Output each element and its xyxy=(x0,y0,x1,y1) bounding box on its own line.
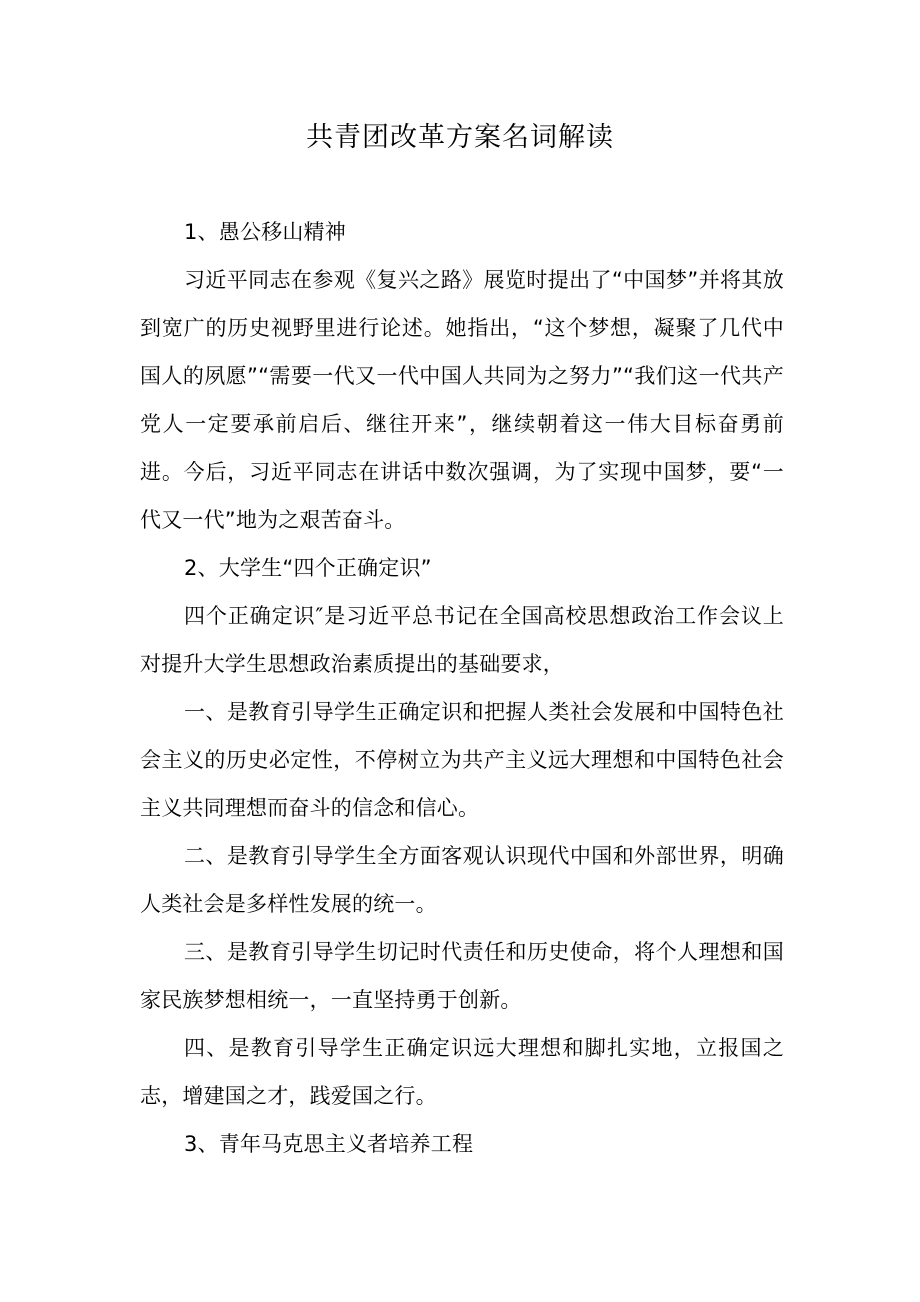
paragraph-four-understandings-intro: 四个正确定识″是习近平总书记在全国高校思想政治工作会议上对提升大学生思想政治素质提出的基础要求， xyxy=(140,604,784,676)
paragraph-point-three: 三、是教育引导学生切记时代责任和历史使命，将个人理想和国家民族梦想相统一，一直坚持勇于创新。 xyxy=(140,940,784,1012)
document-title: 共青团改革方案名词解读 xyxy=(306,122,614,153)
paragraph-point-four: 四、是教育引导学生正确定识远大理想和脚扎实地，立报国之志，增建国之才，践爱国之行。 xyxy=(140,1036,784,1108)
document-body xyxy=(140,208,784,1168)
paragraph-point-two: 二、是教育引导学生全方面客观认识现代中国和外部世界，明确人类社会是多样性发展的统一。 xyxy=(140,844,784,916)
paragraph-chinese-dream: 习近平同志在参观《复兴之路》展览时提出了“中国梦”并将其放到宽广的历史视野里进行论述。她指出，“这个梦想，凝聚了几代中国人的夙愿”“需要一代又一代中国人共同为之努力”“我们这一代共产党人一定要承前启后、继往开来”，继续朝着这一伟大目标奋勇前进。今后，习近平同志在讲话中数次强调，为了实现中国梦，要“一代又一代”地为之艰苦奋斗。 xyxy=(140,268,784,532)
section-heading-3: 3、青年马克思主义者培养工程 xyxy=(184,1132,474,1156)
section-heading-1: 1、愚公移山精神 xyxy=(184,220,346,244)
section-heading-2: 2、大学生“四个正确定识” xyxy=(184,556,432,580)
paragraph-point-one: 一、是教育引导学生正确定识和把握人类社会发展和中国特色社会主义的历史必定性，不停树立为共产主义远大理想和中国特色社会主义共同理想而奋斗的信念和信心。 xyxy=(140,700,784,820)
